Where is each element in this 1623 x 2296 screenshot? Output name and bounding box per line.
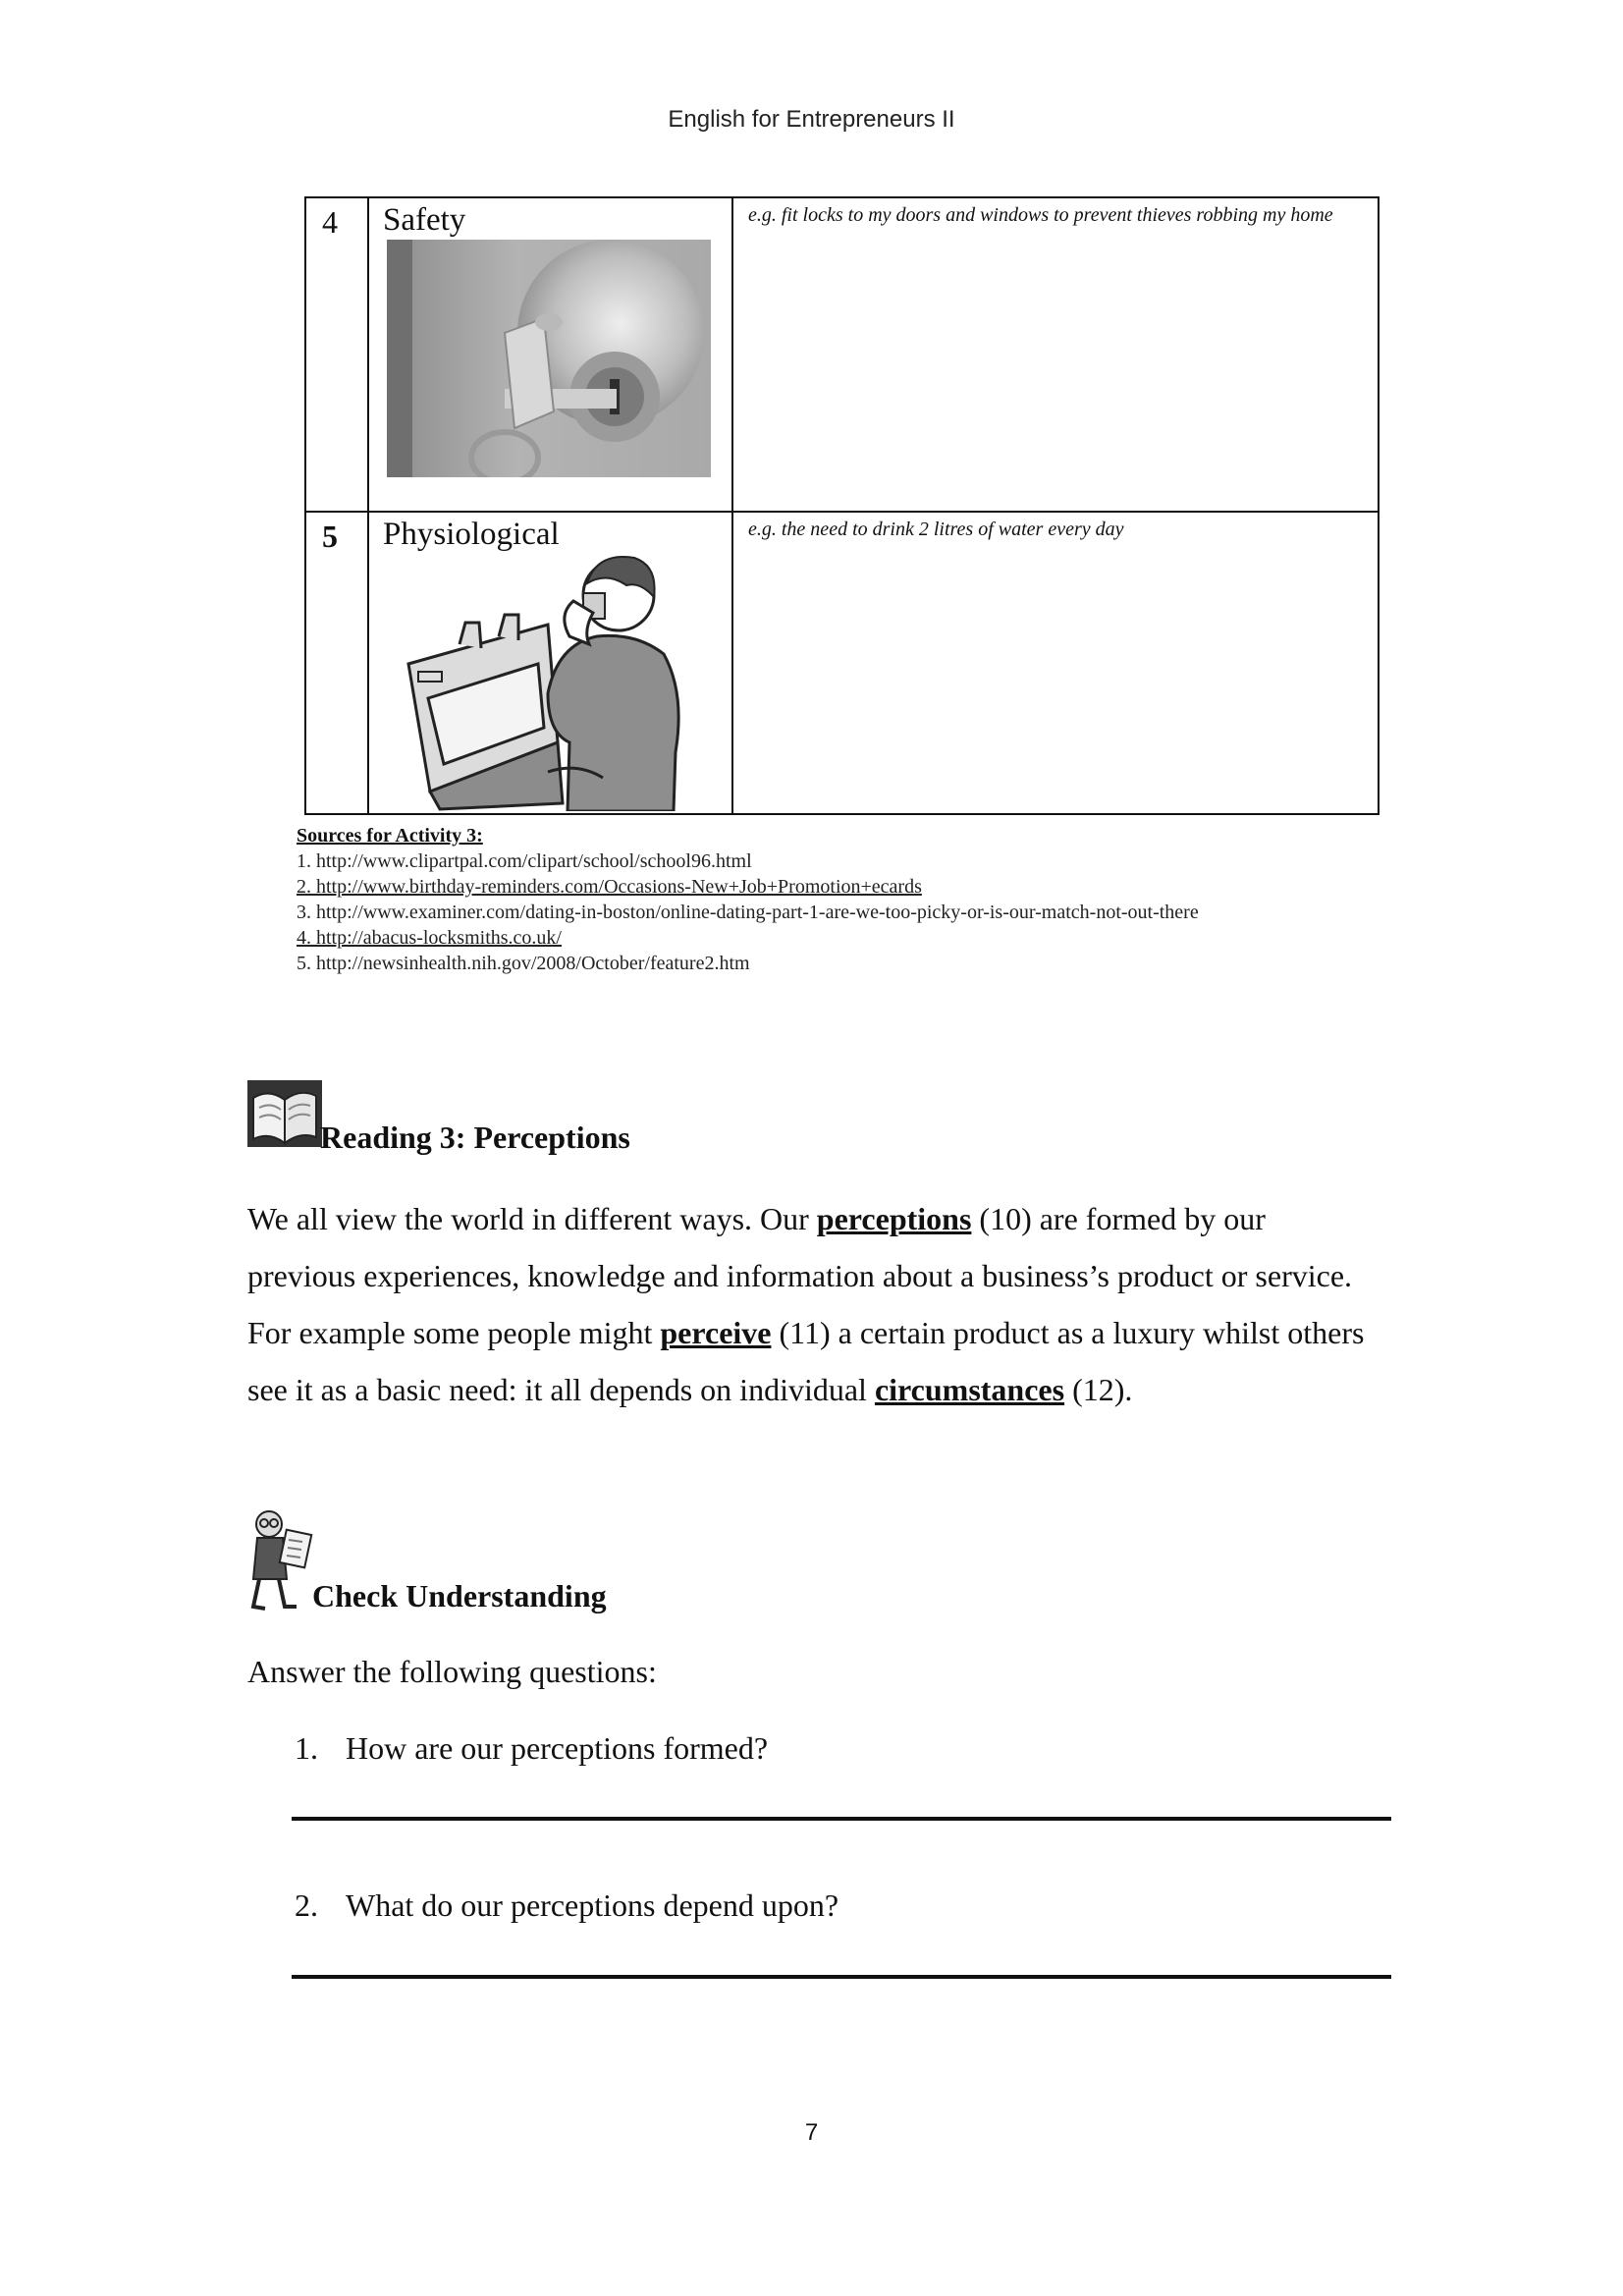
- source-link[interactable]: 5. http://newsinhealth.nih.gov/2008/October/feature2.htm: [297, 953, 750, 974]
- need-example: e.g. the need to drink 2 litres of water every day: [748, 519, 1124, 540]
- source-link[interactable]: 2. http://www.birthday-reminders.com/Occasions-New+Job+Promotion+ecards: [297, 876, 922, 898]
- check-understanding-title: Check Understanding: [312, 1578, 607, 1613]
- keyword: circumstances: [874, 1372, 1065, 1407]
- questions-intro: Answer the following questions:: [247, 1654, 657, 1689]
- need-label: Safety: [383, 202, 466, 238]
- row-number: 4: [322, 204, 338, 240]
- open-book-icon: [247, 1080, 322, 1152]
- question-item: 2. What do our perceptions depend upon?: [295, 1887, 839, 1923]
- table-row: [306, 198, 1378, 513]
- needs-table: [304, 196, 1380, 815]
- source-link[interactable]: 3. http://www.examiner.com/dating-in-boston/online-dating-part-1-are-we-too-picky-or-is-our-match-not-out-there: [297, 902, 1199, 923]
- sources-title: Sources for Activity 3:: [297, 825, 483, 847]
- table-row: [306, 513, 1378, 813]
- row-number: 5: [322, 519, 338, 554]
- source-link[interactable]: 1. http://www.clipartpal.com/clipart/school/school96.html: [297, 850, 752, 872]
- keyword: perceive: [660, 1315, 772, 1350]
- page-number: 7: [804, 2119, 819, 2146]
- keyword: perceptions: [816, 1201, 972, 1236]
- need-label: Physiological: [383, 517, 560, 552]
- reading-title: Reading 3: Perceptions: [320, 1120, 630, 1155]
- question-item: 1. How are our perceptions formed?: [295, 1730, 769, 1766]
- reading-paragraph: We all view the world in different ways. Our perceptions (10) are formed by our previous experiences, knowledge and information about a business’s product or service. For example some people might perceive (11) a certain product as a luxury whilst others see it as a basic need: it all depends on individual circumstances (12).: [247, 1201, 1365, 1407]
- boy-drinking-water-image: [401, 546, 705, 816]
- professor-clipboard-icon: [245, 1504, 316, 1619]
- source-link[interactable]: 4. http://abacus-locksmiths.co.uk/: [297, 927, 562, 949]
- answer-line[interactable]: [292, 1817, 1391, 1821]
- need-example: e.g. fit locks to my doors and windows to prevent thieves robbing my home: [748, 204, 1333, 226]
- page-header: English for Entrepreneurs II: [668, 106, 955, 133]
- answer-line[interactable]: [292, 1975, 1391, 1979]
- sources-list: [297, 823, 1199, 976]
- key-in-lock-image: [387, 240, 711, 482]
